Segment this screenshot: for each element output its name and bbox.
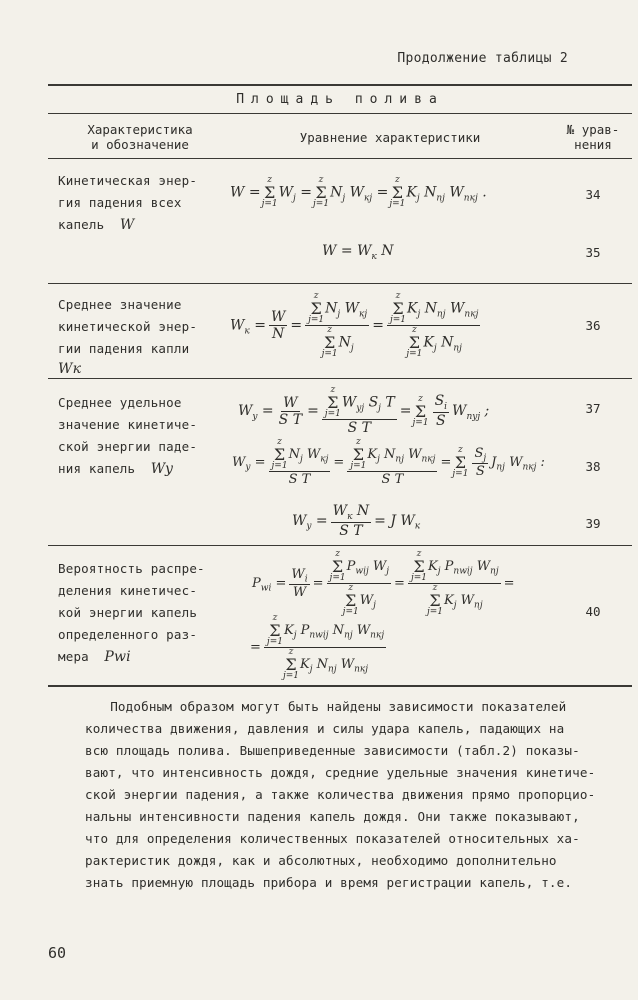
row-probability-distribution: Вероятность распре- деления кинетичес- кой энергии капель определенного раз- мера Pwi [58,561,205,665]
column-header-equation: Уравнение характеристики [299,130,481,145]
equation-40-part2: = z Σ j=1 $K_j$ $P_{nwij}$ $N_{nj}$ $W_{пкj}$ z Σ j=1 $K_j$ $N_{nj}$ $W_{пкj}$ [250,613,385,681]
equation-number: 36 [585,318,601,333]
row-kinetic-energy-all-drops: Кинетическая энер- гия падения всех капель W [58,173,198,233]
body-paragraph: Подобным образом могут быть найдены зависимости показателей количества движения, давления и силы удара капель, падающих на всю площадь полива. Вышеприведенные зависимости (табл.2) показы- вают, что интенсивность дождя, средние удельные значения кинетиче- ской энергии падения, а также количества движения прямо пропорцио- нальны интенсивности падения капель дождя. Они также показывают, что для определения количественных показателей относительных ха- рактеристик дождя, как и абсолютных, необходимо дополнительно знать приемную площадь прибора и время регистрации капель, т.е. [85,699,596,890]
equation-number: 38 [585,459,601,474]
row-mean-specific-kinetic-energy: Среднее удельное значение кинетиче- ской энергии паде- ния капель Wy [58,395,198,477]
page-number: 60 [48,944,67,962]
equation-number: 37 [585,401,601,416]
equation-39: $W_y$ = $\frac{W_к N}{\text{S T}}$ = J $W_к$ [292,503,421,539]
section-rule [48,113,632,114]
equation-36: $W_к$ = $\frac{W}{N}$ = z Σ j=1 $N_j$ $W_{кj}$ z Σ j=1 $N_j$ = z Σ j=1 $K_j$ $N_{nj}$ $W_{пкj}$ z Σ j=1 $K_j$ $N_{nj}$ [230,291,479,359]
equation-35: $W = W_к$ N [322,243,394,262]
column-header-characteristic: Характеристика и обозначение [87,122,193,152]
column-header-eq-number: № урав- нения [566,122,620,152]
header-rule [48,158,632,159]
table-section-title: Площадь полива [236,92,444,107]
table-bottom-rule [48,685,632,687]
equation-number: 35 [585,245,601,260]
equation-34: W = z Σ j=1 $W_j$ = z Σ j=1 $N_j$ $W_{кj}$ = z Σ j=1 $K_j$ $N_{nj}$ $W_{пкj}$ . [230,175,487,209]
equation-number: 40 [585,604,601,619]
continuation-label: Продолжение таблицы 2 [397,51,568,66]
row-rule [48,378,632,379]
row-rule [48,283,632,284]
table-top-rule [48,84,632,86]
row-mean-kinetic-energy-drop: Среднее значение кинетической энер- гии падения капли Wк [58,297,198,377]
equation-number: 39 [585,516,601,531]
equation-38: $W_y$ = z Σ j=1 $N_j$ $W_{кj}$ S T = z Σ j=1 $K_j$ $N_{nj}$ $W_{пкj}$ S T = z Σ j=1 $\frac{S_j}{S}$ $J_{nj}$ $W_{пкj}$ : [232,437,545,487]
row-rule [48,545,632,546]
equation-number: 34 [585,187,601,202]
equation-40-part1: $P_{wi}$ = $\frac{W_i}{W}$ = z Σ j=1 $P_{wij}$ $W_j$ z Σ j=1 $W_j$ = z Σ j=1 $K_j$ $P_{nwij}$ $W_{nj}$ z Σ j=1 $K_j$ $W_{nj}$ = [252,549,515,617]
equation-37: $W_y$ = $\frac{W}{\text{S T}}$ = z Σ j=1 $W_{yj}$ $S_j$ T S T = z Σ j=1 $\frac{S_i}{S}$ $W_{пyj}$ ; [238,385,490,436]
